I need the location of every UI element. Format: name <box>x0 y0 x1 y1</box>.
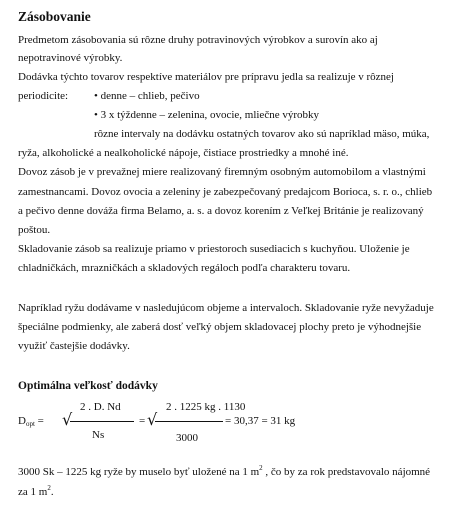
paragraph-line: a pečivo denne dováža firma Belamo, a. s. a dovoz korením z Veľkej Británie je realizovaný <box>18 205 424 217</box>
paragraph-line: využiť častejšie dodávky. <box>18 340 130 352</box>
equals-sign: = <box>139 415 146 427</box>
paragraph-line: nepotravinové výrobky. <box>18 52 123 64</box>
sqrt-symbol: √ <box>62 410 73 429</box>
section-heading: Optimálna veľkosť dodávky <box>18 380 158 392</box>
paragraph-line: Predmetom zásobovania sú rôzne druhy potravinových výrobkov a surovín ako aj <box>18 34 378 46</box>
paragraph-line: rôzne intervaly na dodávku ostatných tovarov ako sú napríklad mäso, múka, <box>94 128 430 140</box>
page-title: Zásobovanie <box>18 9 91 24</box>
paragraph-line: zamestnancami. Dovoz ovocia a zeleniny je zabezpečovaný predajcom Borioca, s. r. o., chlieb <box>18 186 433 198</box>
fraction-numerator: 2 . D. Nd <box>80 401 121 413</box>
paragraph-line: poštou. <box>18 224 51 236</box>
formula-lhs: $D_{opt}$ = <box>18 415 44 428</box>
fraction-bar <box>155 421 223 422</box>
sqrt-symbol: √ <box>147 410 158 429</box>
periodicity-label: periodicite: <box>18 90 69 102</box>
formula-result: = 30,37 = 31 kg <box>225 415 296 427</box>
list-item-daily: • denne – chlieb, pečivo <box>94 90 200 102</box>
list-item-weekly: • 3 x týždenne – zelenina, ovocie, mliečne výrobky <box>94 109 319 121</box>
paragraph-line: špeciálne podmienky, ale zaberá dosť veľký objem skladovacej plochy preto je výhodnejšie <box>18 321 422 333</box>
paragraph-line: Skladovanie zásob sa realizuje priamo v priestoroch susediacich s kuchyňou. Uloženie je <box>18 243 410 255</box>
fraction-bar <box>70 421 134 422</box>
paragraph-line: chladničkách, mrazničkách a skladových regáloch podľa charakteru tovaru. <box>18 262 351 274</box>
paragraph-line: 3000 Sk – 1225 kg ryže by muselo byť uložené na 1 $m^2$ , čo by za rok predstavovalo nájomné <box>18 464 431 478</box>
fraction-denominator: Ns <box>92 429 105 441</box>
paragraph-line: Napríklad ryžu dodávame v nasledujúcom objeme a intervaloch. Skladovanie ryže nevyžaduje <box>18 302 434 314</box>
paragraph-line: za 1 $m^2$. <box>18 484 54 498</box>
fraction-numerator: 2 . 1225 kg . 1130 <box>166 401 246 413</box>
paragraph-line: ryža, alkoholické a nealkoholické nápoje, čistiace prostriedky a mnohé iné. <box>18 147 349 159</box>
fraction-denominator: 3000 <box>176 432 198 444</box>
paragraph-line: Dodávka týchto tovarov respektíve materiálov pre prípravu jedla sa realizuje v rôznej <box>18 71 394 83</box>
paragraph-line: Dovoz zásob je v prevažnej miere realizovaný firemným osobným automobilom a vlastnými <box>18 166 426 178</box>
